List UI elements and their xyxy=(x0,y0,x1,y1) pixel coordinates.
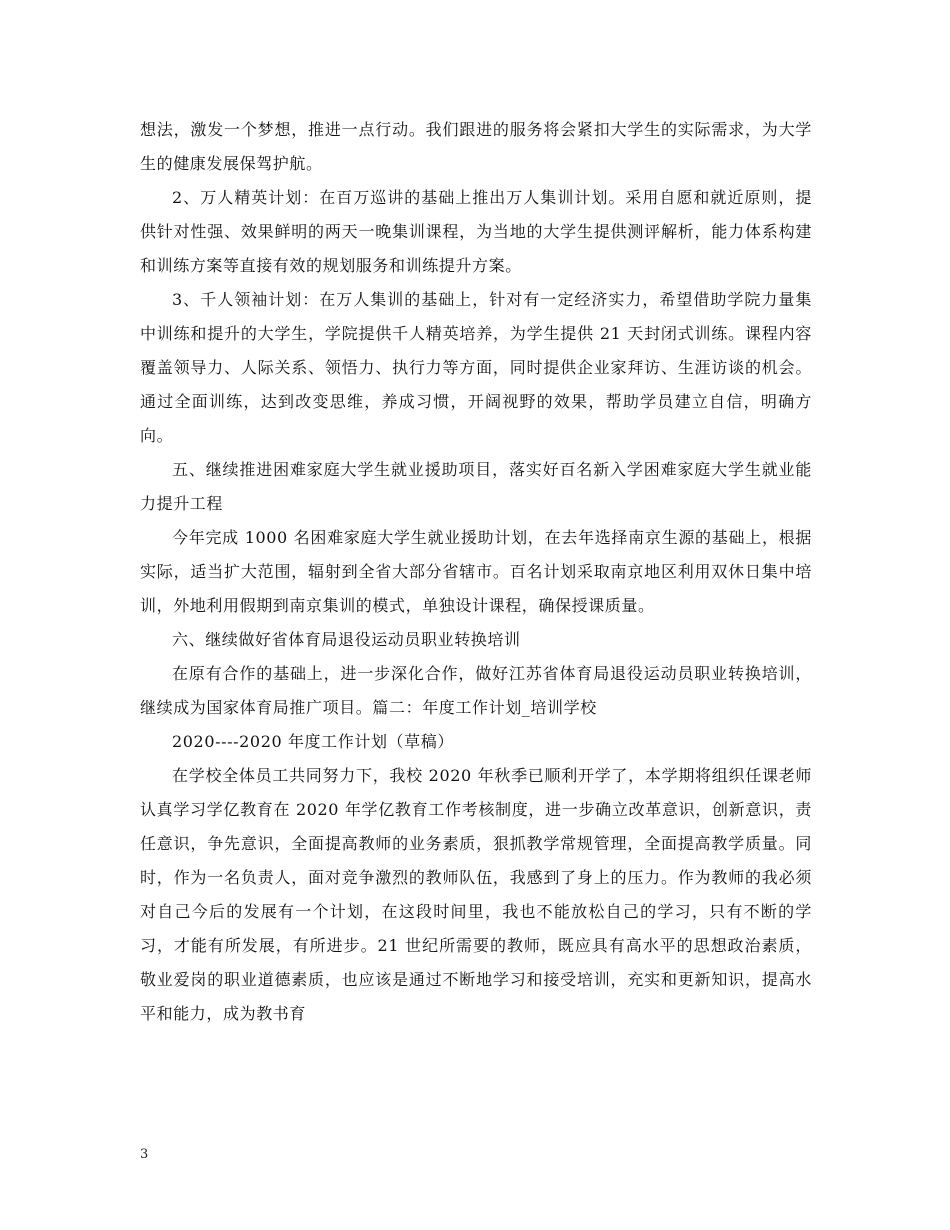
section-heading-6: 六、继续做好省体育局退役运动员职业转换培训 xyxy=(172,630,521,649)
document-body xyxy=(140,113,812,1031)
section-heading-5: 五、继续推进困难家庭大学生就业援助项目，落实好百名新入学困难家庭大学生就业能力提升工程 xyxy=(140,460,812,513)
paragraph-aid-plan: 今年完成 1000 名困难家庭大学生就业援助计划，在去年选择南京生源的基础上，根据实际，适当扩大范围，辐射到全省大部分省辖市。百名计划采取南京地区利用双休日集中培训，外地利用假期到南京集训的模式，单独设计课程，确保授课质量。 xyxy=(140,528,812,615)
paragraph-continued: 想法，激发一个梦想，推进一点行动。我们跟进的服务将会紧扣大学生的实际需求，为大学生的健康发展保驾护航。 xyxy=(140,120,812,173)
paragraph-cooperation: 在原有合作的基础上，进一步深化合作，做好江苏省体育局退役运动员职业转换培训，继续成为国家体育局推广项目。篇二：年度工作计划_培训学校 xyxy=(140,664,812,717)
paragraph-school-plan: 在学校全体员工共同努力下，我校 2020 年秋季已顺利开学了，本学期将组织任课老师认真学习学亿教育在 2020 年学亿教育工作考核制度，进一步确立改革意识，创新意识，责任意识，争先意识，全面提高教师的业务素质，狠抓教学常规管理，全面提高教学质量。同时，作为一名负责人，面对竞争激烈的教师队伍，我感到了身上的压力。作为教师的我必须对自己今后的发展有一个计划，在这段时间里，我也不能放松自己的学习，只有不断的学习，才能有所发展，有所进步。21 世纪所需要的教师，既应具有高水平的思想政治素质，敬业爱岗的职业道德素质，也应该是通过不断地学习和接受培训，充实和更新知识，提高水平和能力，成为教书育 xyxy=(140,766,812,1023)
paragraph-plan-2: 2、万人精英计划：在百万巡讲的基础上推出万人集训计划。采用自愿和就近原则，提供针对性强、效果鲜明的两天一晚集训课程，为当地的大学生提供测评解析，能力体系构建和训练方案等直接有效的规划服务和训练提升方案。 xyxy=(140,188,812,275)
page-number: 3 xyxy=(140,1147,149,1162)
paragraph-plan-3: 3、千人领袖计划：在万人集训的基础上，针对有一定经济实力，希望借助学院力量集中训练和提升的大学生，学院提供千人精英培养，为学生提供 21 天封闭式训练。课程内容覆盖领导力、人际关系、领悟力、执行力等方面，同时提供企业家拜访、生涯访谈的机会。通过全面训练，达到改变思维，养成习惯，开阔视野的效果，帮助学员建立自信，明确方向。 xyxy=(140,290,812,445)
work-plan-title: 2020----2020 年度工作计划（草稿） xyxy=(172,732,454,751)
